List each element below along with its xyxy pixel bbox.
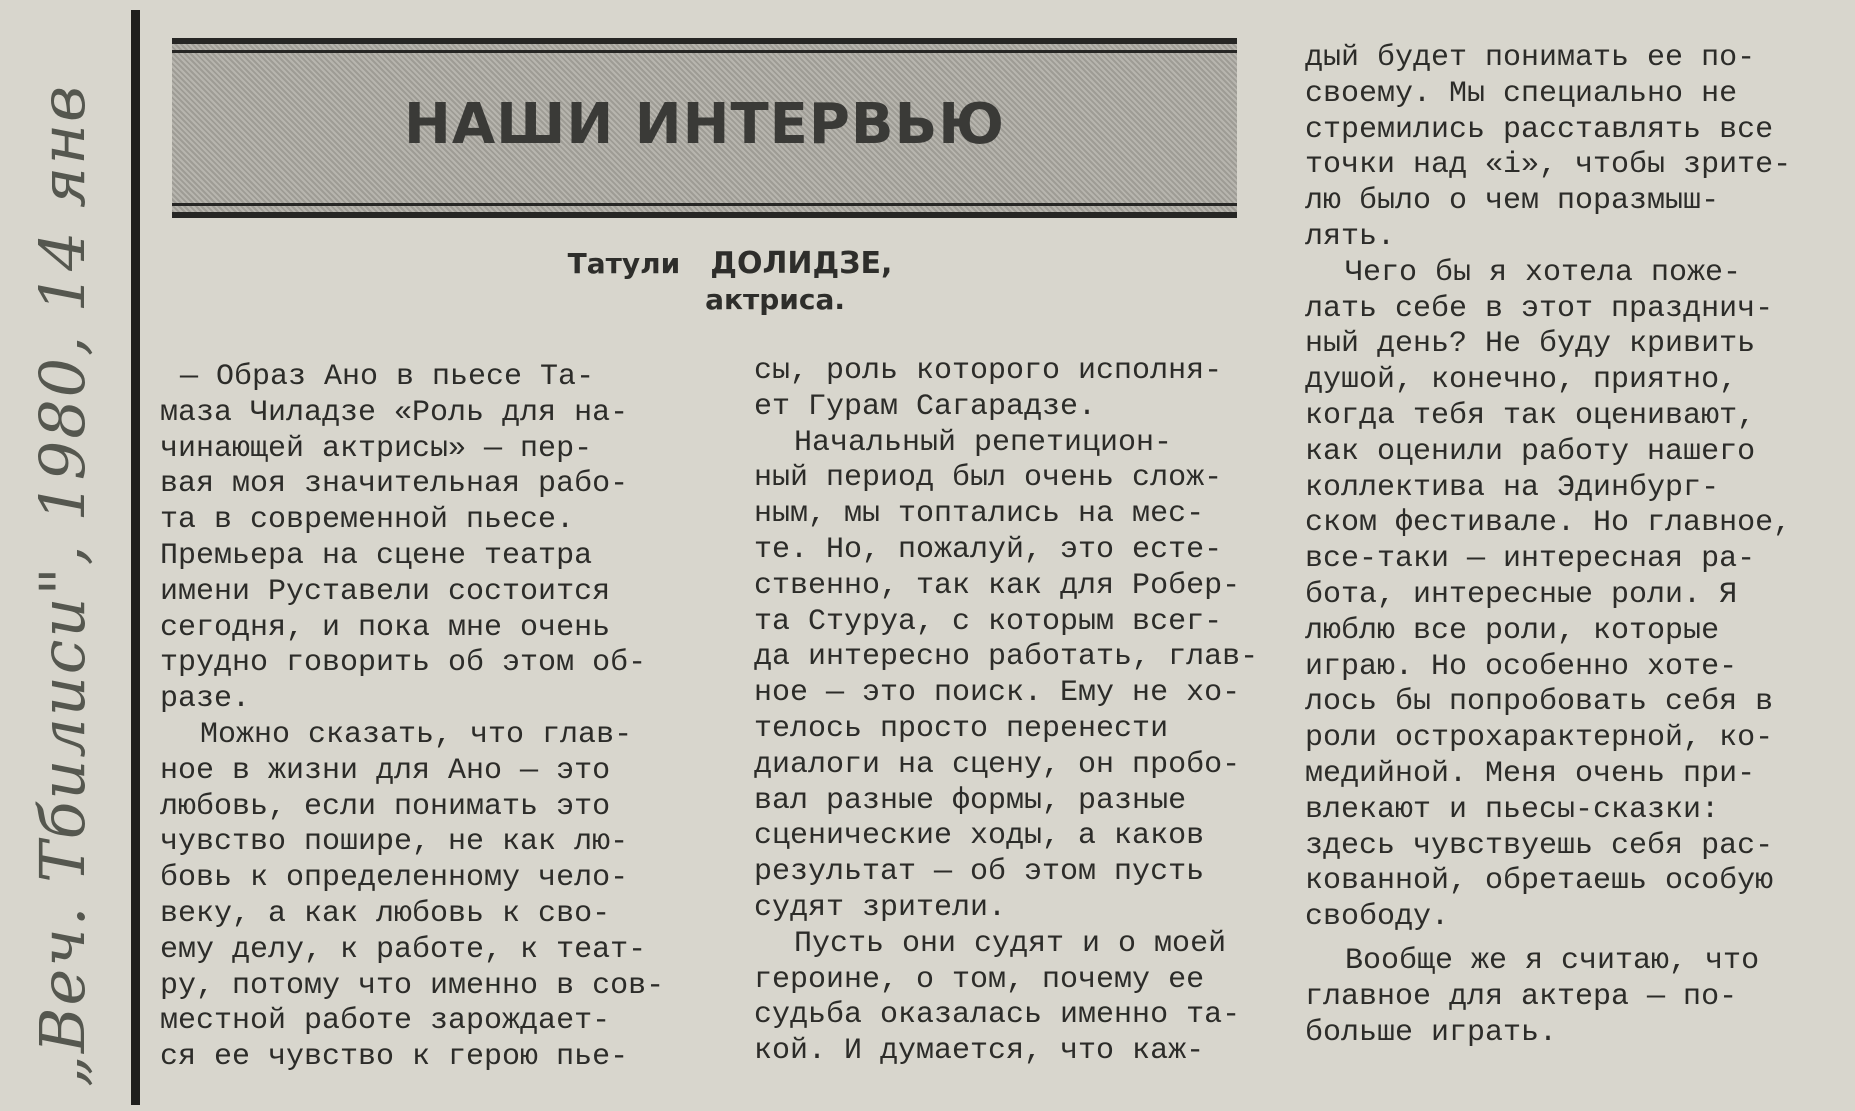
article-line: вая моя значительная рабо-: [160, 467, 629, 502]
article-line: ском фестивале. Но главное,: [1305, 506, 1792, 541]
handwritten-annotation: [8, 80, 118, 1090]
article-column-3: [1305, 41, 1845, 1051]
article-line: дый будет понимать ее по-: [1305, 41, 1756, 75]
article-line: да интересно работать, глав-: [754, 640, 1259, 675]
article-line: результат — об этом пусть: [754, 855, 1205, 890]
article-line: та в современной пьесе.: [160, 503, 575, 538]
article-line: маза Чиладзе «Роль для на-: [160, 395, 629, 430]
article-line: ное в жизни для Ано — это: [160, 753, 611, 788]
article-line: сегодня, и пока мне очень: [160, 610, 611, 645]
article-line: кой. И думается, что каж-: [754, 1034, 1205, 1069]
article-line: бота, интересные роли. Я: [1305, 577, 1738, 612]
article-line: ное — это поиск. Ему не хо-: [754, 676, 1241, 711]
headline: НАШИ ИНТЕРВЬЮ: [403, 92, 1006, 157]
article-line: медийной. Меня очень при-: [1305, 756, 1756, 791]
article-line: лять.: [1305, 219, 1396, 254]
article-line: трудно говорить об этом об-: [160, 646, 647, 681]
article-line: Пусть они судят и о моей: [794, 926, 1227, 961]
vertical-rule: [131, 10, 140, 1105]
article-line: сы, роль которого исполня-: [754, 354, 1223, 388]
article-line: здесь чувствуешь себя рас-: [1305, 828, 1774, 863]
article-line: лось бы попробовать себя в: [1305, 685, 1774, 720]
article-line: телось просто перенести: [754, 711, 1169, 746]
handwritten-source-date: „Веч. Тбилиси", 1980, 14 янв: [26, 83, 100, 1087]
article-line: разе.: [160, 682, 251, 717]
author-block: [520, 246, 940, 316]
article-line: Чего бы я хотела поже-: [1345, 255, 1742, 290]
article-line: веку, а как любовь к сво-: [160, 896, 611, 931]
article-line: ственно, так как для Робер-: [754, 568, 1241, 603]
article-line: больше играть.: [1305, 1015, 1558, 1050]
author-last-name: ДОЛИДЗЕ,: [710, 246, 893, 281]
article-line: ет Гурам Сагарадзе.: [754, 389, 1097, 424]
article-line: диалоги на сцену, он пробо-: [754, 747, 1241, 782]
article-line: Премьера на сцене театра: [160, 538, 593, 573]
article-line: лю было о чем поразмыш-: [1305, 184, 1720, 219]
article-line: кованной, обретаешь особую: [1305, 864, 1774, 899]
article-line: стремились расставлять все: [1305, 112, 1774, 147]
article-line: героине, о том, почему ее: [754, 962, 1205, 997]
author-name: [520, 246, 940, 281]
article-line: влекают и пьесы-сказки:: [1305, 792, 1720, 827]
article-line: местной работе зарождает-: [160, 1004, 611, 1039]
article-column-1: [160, 360, 695, 1076]
article-line: чинающей актрисы» — пер-: [160, 431, 593, 466]
article-line: любовь, если понимать это: [160, 789, 611, 824]
article-line: все-таки — интересная ра-: [1305, 542, 1756, 577]
article-line: своему. Мы специально не: [1305, 76, 1738, 111]
headline-banner: [172, 38, 1237, 218]
author-first-name: Татули: [567, 247, 681, 280]
article-line: те. Но, пожалуй, это есте-: [754, 532, 1223, 567]
article-line: сценические ходы, а каков: [754, 819, 1205, 854]
article-line: чувство пошире, не как лю-: [160, 825, 629, 860]
article-line: бовь к определенному чело-: [160, 861, 629, 896]
article-line: имени Руставели состоится: [160, 574, 611, 609]
article-line: точки над «і», чтобы зрите-: [1305, 148, 1792, 183]
article-line: ру, потому что именно в сов-: [160, 968, 665, 1003]
author-role: актриса.: [705, 283, 845, 316]
article-line: ный период был очень слож-: [754, 461, 1223, 496]
article-line: Вообще же я считаю, что: [1345, 943, 1760, 978]
article-line: когда тебя так оценивают,: [1305, 398, 1756, 433]
article-line: — Образ Ано в пьесе Та-: [180, 360, 595, 394]
article-line: люблю все роли, которые: [1305, 613, 1720, 648]
article-line: судьба оказалась именно та-: [754, 998, 1241, 1033]
article-line: Можно сказать, что глав-: [200, 717, 633, 752]
article-line: лать себе в этот празднич-: [1305, 291, 1774, 326]
article-line: ный день? Не буду кривить: [1305, 327, 1756, 362]
article-line: роли острохарактерной, ко-: [1305, 721, 1774, 756]
article-line: та Стуруа, с которым всег-: [754, 604, 1223, 639]
article-line: как оценили работу нашего: [1305, 434, 1756, 469]
article-line: душой, конечно, приятно,: [1305, 363, 1738, 398]
article-line: коллектива на Эдинбург-: [1305, 470, 1720, 505]
article-line: Начальный репетицион-: [794, 425, 1173, 460]
article-line: ся ее чувство к герою пье-: [160, 1040, 629, 1075]
article-line: играю. Но особенно хоте-: [1305, 649, 1738, 684]
article-column-2: [754, 354, 1284, 1070]
article-line: главное для актера — по-: [1305, 979, 1738, 1014]
article-line: ным, мы топтались на мес-: [754, 497, 1205, 532]
article-line: ему делу, к работе, к теат-: [160, 932, 647, 967]
article-line: вал разные формы, разные: [754, 783, 1187, 818]
article-line: свободу.: [1305, 900, 1450, 935]
article-line: судят зрители.: [754, 890, 1007, 925]
